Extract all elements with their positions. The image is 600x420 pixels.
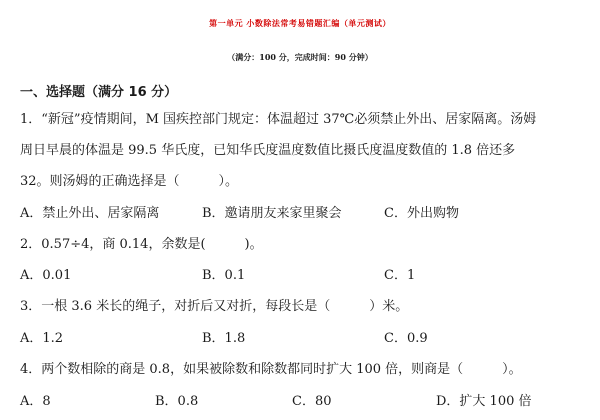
question-2-option-c[interactable]: C．1 <box>384 268 416 283</box>
question-1-line-2: 周日早晨的体温是 99.5 华氏度，已知华氏度温度数值比摄氏度温度数值的 1.8 倍还多 <box>20 143 516 158</box>
question-4-option-c[interactable]: C．80 <box>292 394 332 409</box>
question-3-option-a[interactable]: A．1.2 <box>20 331 64 346</box>
question-2-option-a[interactable]: A．0.01 <box>20 268 72 283</box>
question-4-option-b[interactable]: B．0.8 <box>155 394 199 409</box>
question-1-option-c[interactable]: C．外出购物 <box>384 206 459 221</box>
question-3-option-c[interactable]: C．0.9 <box>384 331 428 346</box>
question-4-line-1: 4．两个数相除的商是 0.8，如果被除数和除数都同时扩大 100 倍，则商是（ ）。 <box>20 362 522 377</box>
question-2-line-1: 2．0.57÷4，商 0.14，余数是( )。 <box>20 237 263 252</box>
question-1-line-3: 32。则汤姆的正确选择是（ ）。 <box>20 174 239 189</box>
question-4-option-d[interactable]: D．扩大 100 倍 <box>436 394 532 409</box>
question-1-option-b[interactable]: B．邀请朋友来家里聚会 <box>202 206 342 221</box>
question-3-line-1: 3．一根 3.6 米长的绳子，对折后又对折，每段长是（ ）米。 <box>20 299 409 314</box>
question-1-line-1: 1．“新冠”疫情期间，M 国疾控部门规定：体温超过 37℃必须禁止外出、居家隔离。汤姆 <box>20 112 537 127</box>
question-1-option-a[interactable]: A．禁止外出、居家隔离 <box>20 206 160 221</box>
question-4-option-a[interactable]: A．8 <box>20 394 51 409</box>
page-subtitle: （满分：100 分，完成时间：90 分钟） <box>227 52 373 62</box>
section-heading: 一、选择题（满分 16 分） <box>20 85 178 100</box>
page-title: 第一单元 小数除法常考易错题汇编（单元测试） <box>209 19 391 28</box>
question-2-option-b[interactable]: B．0.1 <box>202 268 246 283</box>
question-3-option-b[interactable]: B．1.8 <box>202 331 246 346</box>
